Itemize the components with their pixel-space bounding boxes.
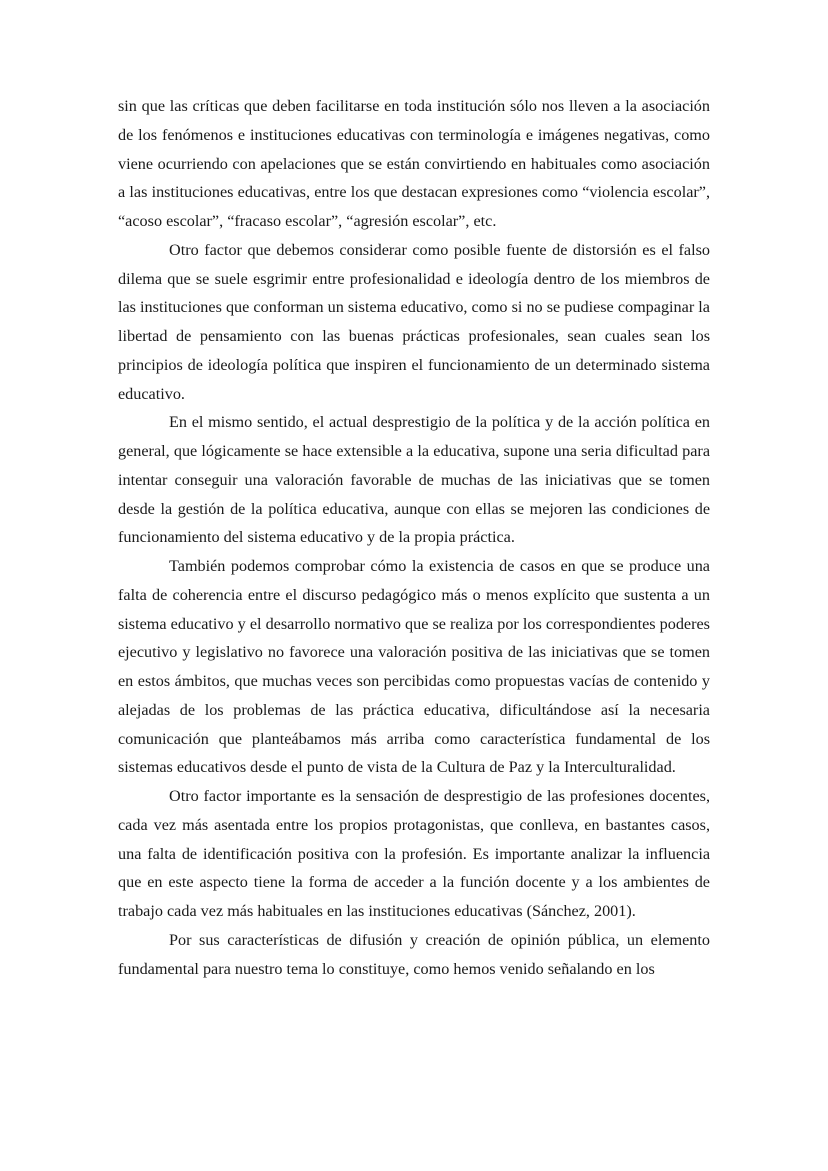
paragraph-coherence: También podemos comprobar cómo la existencia de casos en que se produce una falta de coherencia entre el discurso pedagógico más o menos explícito que sustenta a un sistema educativo y el desarrollo normativo que se realiza por los correspondientes poderes ejecutivo y legislativo no favorece una valoración positiva de las iniciativas que se tomen en estos ámbitos, que muchas veces son percibidas como propuestas vacías de contenido y alejadas de los problemas de las práctica educativa, dificultándose así la necesaria comunicación que planteábamos más arriba como característica fundamental de los sistemas educativos desde el punto de vista de la Cultura de Paz y la Interculturalidad. bbox=[118, 557, 710, 777]
document-page bbox=[118, 92, 710, 983]
paragraph-teaching-discredit: Otro factor importante es la sensación de desprestigio de las profesiones docentes, cada vez más asentada entre los propios protagonistas, que conlleva, en bastantes casos, una falta de identificación positiva con la profesión. Es importante analizar la influencia que en este aspecto tiene la forma de acceder a la función docente y a los ambientes de trabajo cada vez más habituales en las instituciones educativas (Sánchez, 2001). bbox=[118, 787, 710, 920]
paragraph-false-dilemma: Otro factor que debemos considerar como posible fuente de distorsión es el falso dilema que se suele esgrimir entre profesionalidad e ideología dentro de los miembros de las instituciones que conforman un sistema educativo, como si no se pudiese compaginar la libertad de pensamiento con las buenas prácticas profesionales, sean cuales sean los principios de ideología política que inspiren el funcionamiento de un determinado sistema educativo. bbox=[118, 240, 710, 403]
paragraph-public-opinion: Por sus características de difusión y creación de opinión pública, un elemento fundamental para nuestro tema lo constituye, como hemos venido señalando en los bbox=[118, 930, 710, 978]
paragraph-continued: sin que las críticas que deben facilitarse en toda institución sólo nos lleven a la asociación de los fenómenos e instituciones educativas con terminología e imágenes negativas, como viene ocurriendo con apelaciones que se están convirtiendo en habituales como asociación a las instituciones educativas, entre los que destacan expresiones como “violencia escolar”, “acoso escolar”, “fracaso escolar”, “agresión escolar”, etc. bbox=[118, 97, 710, 230]
paragraph-political-discredit: En el mismo sentido, el actual desprestigio de la política y de la acción política en general, que lógicamente se hace extensible a la educativa, supone una seria dificultad para intentar conseguir una valoración favorable de muchas de las iniciativas que se tomen desde la gestión de la política educativa, aunque con ellas se mejoren las condiciones de funcionamiento del sistema educativo y de la propia práctica. bbox=[118, 413, 710, 547]
